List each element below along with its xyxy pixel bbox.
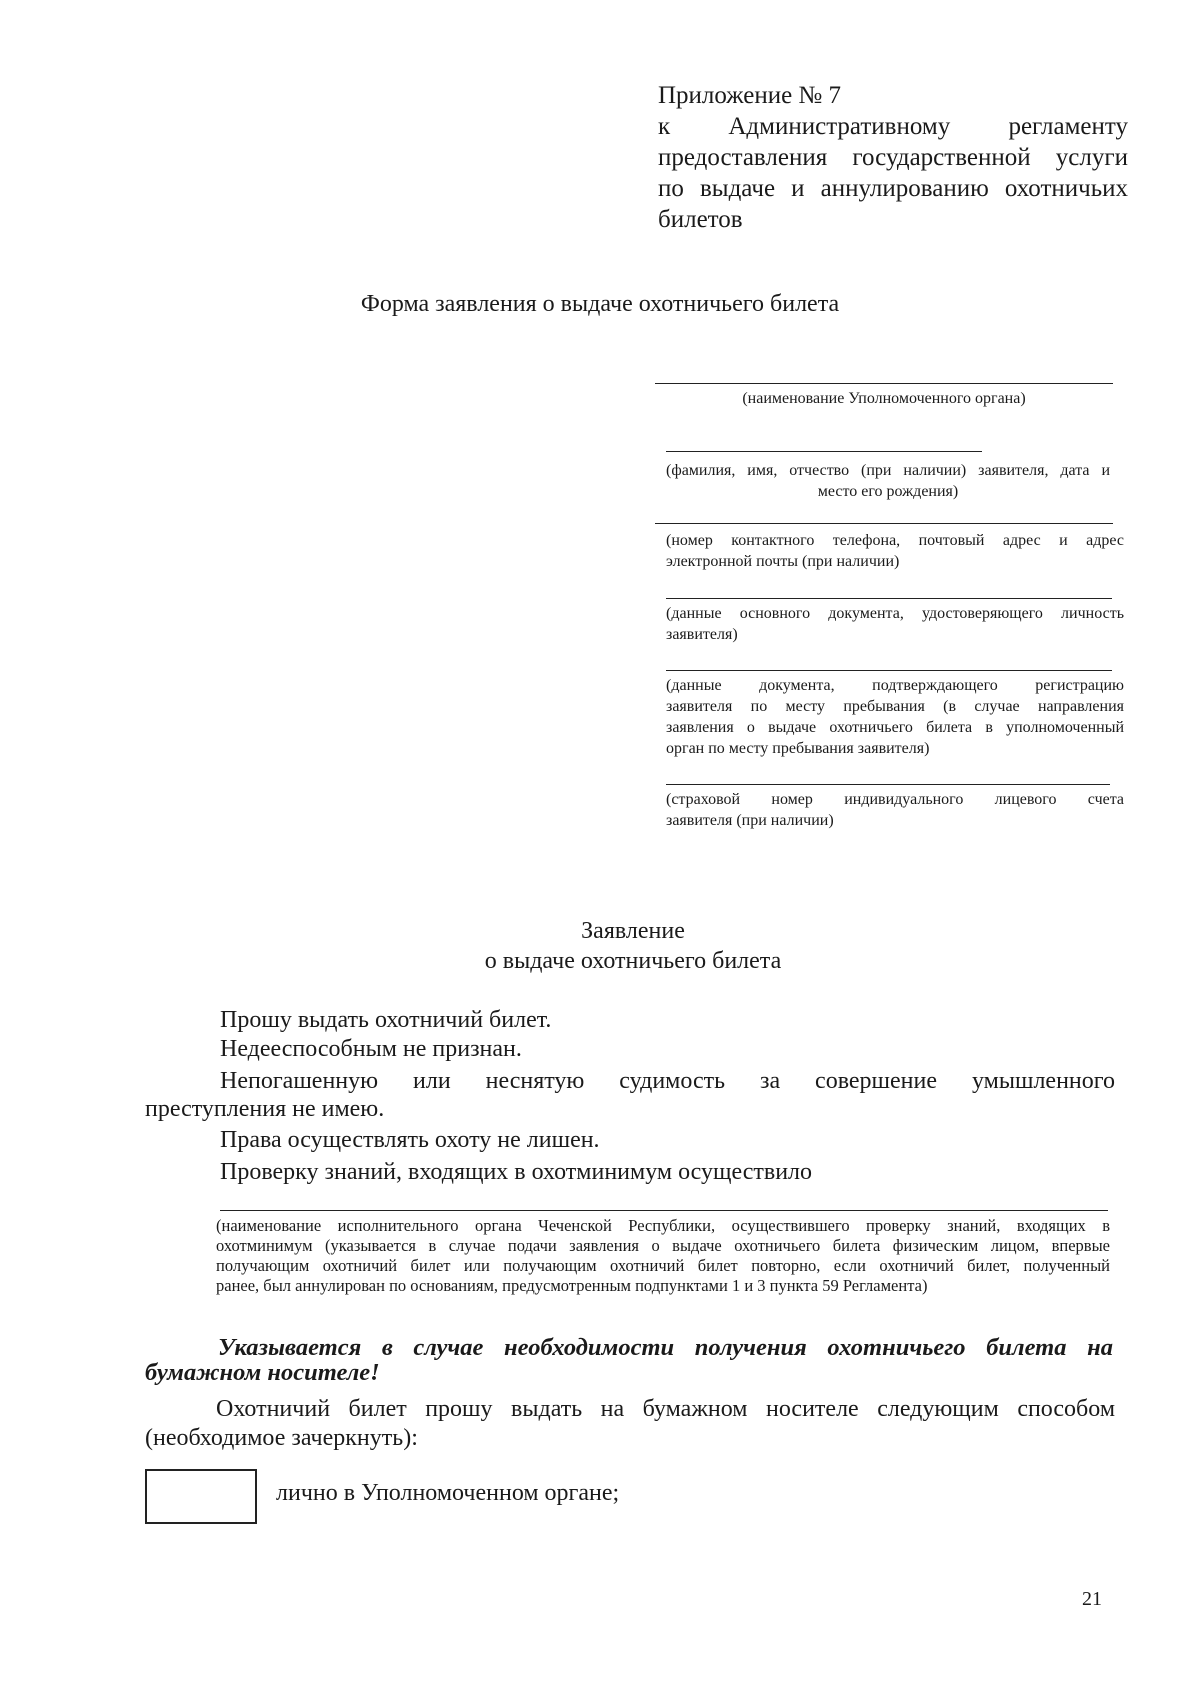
identity-line <box>666 598 1112 599</box>
page-number: 21 <box>1082 1588 1102 1610</box>
appendix-title: Приложение № 7 <box>658 82 842 109</box>
option-checkbox[interactable] <box>145 1469 257 1524</box>
identity-caption-2: заявителя) <box>666 626 738 643</box>
appendix-line-3: предоставления государственной услуги <box>658 144 1128 171</box>
contacts-caption-2: электронной почты (при наличии) <box>666 553 900 570</box>
snils-caption-1: (страховой номер индивидуального лицевого счета <box>666 791 1124 808</box>
paper-warning-1: Указывается в случае необходимости получения охотничьего билета на <box>218 1334 1113 1361</box>
appendix-header <box>658 80 1128 235</box>
paper-method-1: Охотничий билет прошу выдать на бумажном носителе следующим способом <box>216 1396 1115 1422</box>
registration-caption-3: заявления о выдаче охотничьего билета в уполномоченный <box>666 719 1124 736</box>
statement-p1: Прошу выдать охотничий билет. <box>220 1007 552 1033</box>
registration-caption-4: орган по месту пребывания заявителя) <box>666 740 930 757</box>
registration-line <box>666 670 1112 671</box>
registration-caption-1: (данные документа, подтверждающего регистрацию <box>666 677 1124 694</box>
statement-title: Заявление <box>581 918 685 944</box>
knowledge-note-4: ранее, был аннулирован по основаниям, предусмотренным подпунктами 1 и 3 пункта 59 Регламента) <box>216 1276 928 1295</box>
fio-caption-2: место его рождения) <box>817 483 959 500</box>
knowledge-organ-line <box>220 1210 1108 1211</box>
authority-line <box>655 383 1113 384</box>
appendix-line-5: билетов <box>658 206 743 233</box>
contacts-caption-1: (номер контактного телефона, почтовый адрес и адрес <box>666 532 1124 549</box>
snils-line <box>666 784 1110 785</box>
paper-method-2: (необходимое зачеркнуть): <box>145 1425 418 1451</box>
statement-p2: Недееспособным не признан. <box>220 1036 522 1062</box>
statement-p5: Проверку знаний, входящих в охотминимум осуществило <box>220 1159 813 1185</box>
knowledge-note-3: получающим охотничий билет или получающим охотничий билет повторно, если охотничий билет, полученный <box>216 1256 1110 1275</box>
paper-warning-2: бумажном носителе! <box>145 1359 380 1386</box>
appendix-k: к <box>658 113 671 140</box>
appendix-admin: Административному <box>728 113 951 140</box>
knowledge-note-1: (наименование исполнительного органа Чеченской Республики, осуществившего проверку знаний, входящих в <box>216 1216 1110 1235</box>
option-in-person-label: лично в Уполномоченном органе; <box>276 1480 620 1506</box>
statement-p3-line1: Непогашенную или неснятую судимость за совершение умышленного <box>220 1068 1115 1094</box>
statement-p4: Права осуществлять охоту не лишен. <box>220 1127 600 1153</box>
appendix-line-4: по выдаче и аннулированию охотничьих <box>658 175 1128 202</box>
identity-caption-1: (данные основного документа, удостоверяющего личность <box>666 605 1124 622</box>
authority-caption: (наименование Уполномоченного органа) <box>742 390 1026 407</box>
statement-p3-line2: преступления не имею. <box>145 1096 385 1122</box>
registration-caption-2: заявителя по месту пребывания (в случае направления <box>666 698 1124 715</box>
statement-subtitle: о выдаче охотничьего билета <box>484 948 782 974</box>
appendix-reglament: регламенту <box>1008 113 1128 140</box>
snils-caption-2: заявителя (при наличии) <box>666 812 834 829</box>
fio-line <box>666 451 982 452</box>
form-title: Форма заявления о выдаче охотничьего билета <box>360 291 840 317</box>
contacts-line <box>655 523 1113 524</box>
knowledge-note-2: охотминимум (указывается в случае подачи заявления о выдаче охотничьего билета физическим лицом, впервые <box>216 1236 1110 1255</box>
fio-caption-1: (фамилия, имя, отчество (при наличии) заявителя, дата и <box>666 462 1110 479</box>
appendix-line-2 <box>658 111 1128 142</box>
